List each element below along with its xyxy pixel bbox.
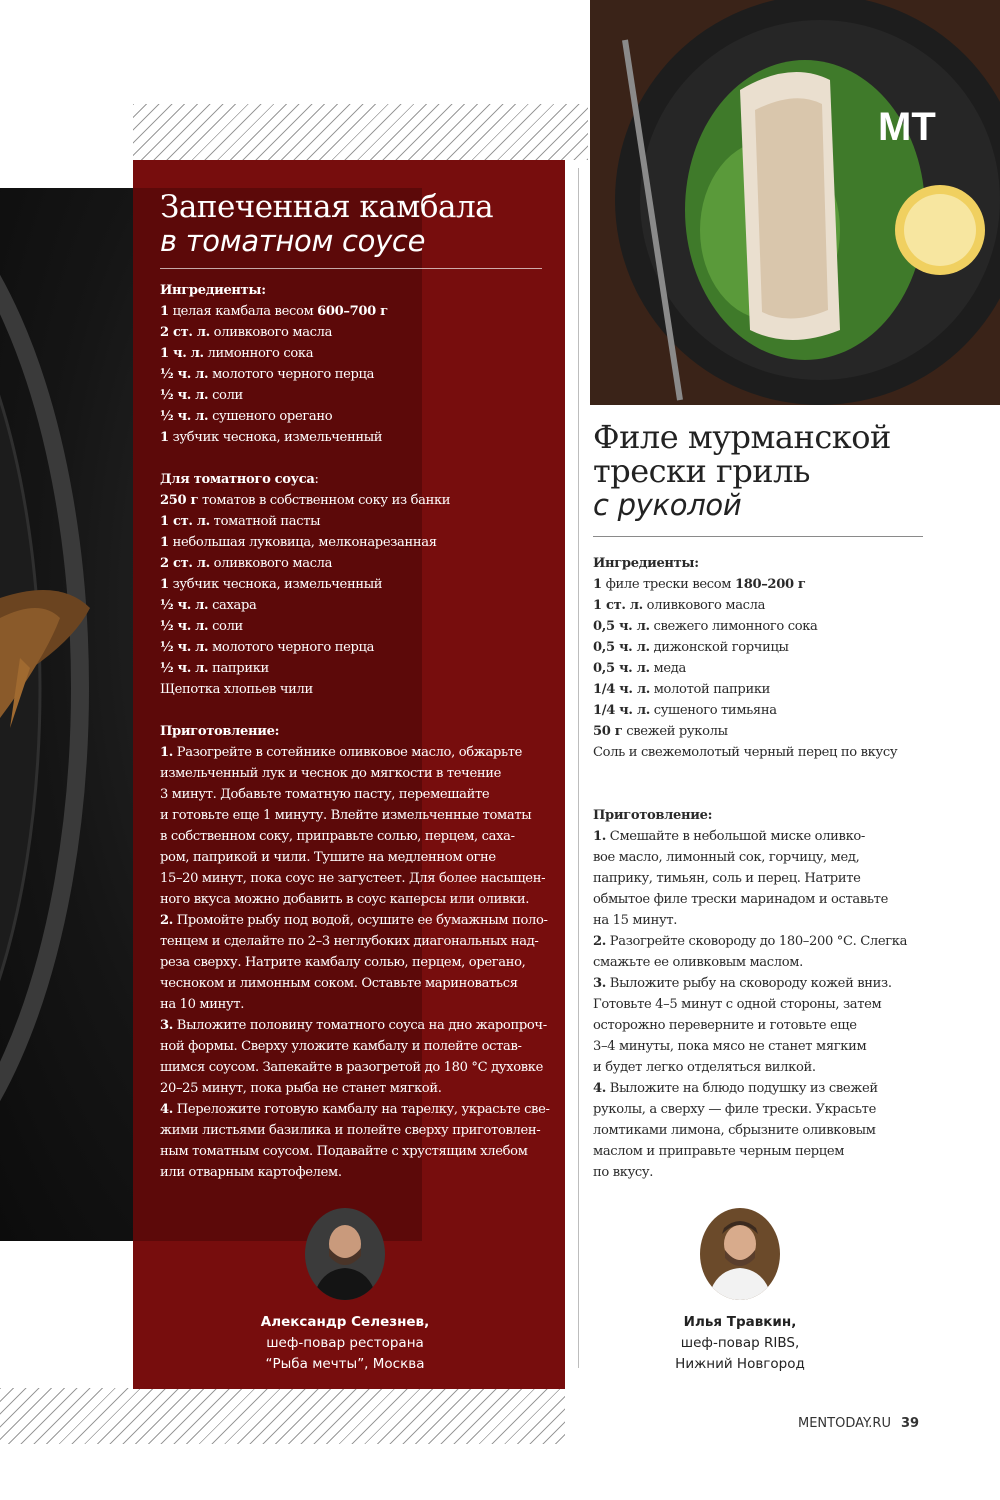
ingredient-amount: 2 ст. л. [160,325,210,340]
step-text: в собственном соку, приправьте солью, перцем, саха- [160,829,515,844]
step-text: жими листьями базилика и полейте сверху приготовлен- [160,1123,541,1138]
ingredient-amount: ½ ч. л. [160,388,209,403]
method-steps [160,742,550,1183]
method-line [160,1162,550,1183]
step-text: и готовьте еще 1 минуту. Влейте измельченные томаты [160,808,532,823]
method-line [593,1099,925,1120]
step-number: 3. [593,976,606,991]
ingredient-amount: 0,5 ч. л. [593,640,650,655]
step-text: паприку, тимьян, соль и перец. Натрите [593,871,861,886]
chef-position: шеф-повар ресторана [266,1335,424,1351]
method-line [593,973,925,994]
step-text: 15–20 минут, пока соус не загустеет. Для более насыщен- [160,871,546,886]
step-text: 20–25 минут, пока рыба не станет мягкой. [160,1081,442,1096]
ingredient-item [593,742,925,763]
ingredient-text: зубчик чеснока, измельченный [168,577,383,592]
title-divider [160,268,542,269]
step-text: Разогрейте в сотейнике оливковое масло, обжарьте [172,745,523,760]
method-line [593,847,925,868]
ingredient-item [593,658,925,679]
ingredient-item [160,427,550,448]
step-text: 3 минут. Добавьте томатную пасту, перемешайте [160,787,490,802]
ingredient-item [160,637,550,658]
method-line [160,763,550,784]
ingredient-amount: 1 [160,577,169,592]
ingredient-text: соли [208,388,243,403]
method-heading: Приготовление: [160,724,280,739]
ingredient-text: молотого черного перца [208,367,375,382]
method-line [593,1015,925,1036]
magazine-logo: MT [878,105,936,149]
flounder-recipe [160,190,550,1183]
ingredients-list [160,301,550,448]
hatch-decoration-top [133,104,588,160]
ingredient-amount: 1/4 ч. л. [593,703,650,718]
method-line [160,826,550,847]
method-line [160,784,550,805]
step-text: шимся соусом. Запекайте в разогретой до 180 °C духовке [160,1060,543,1075]
column-divider [578,168,579,1368]
method-line [160,805,550,826]
step-text: и будет легко отделяться вилкой. [593,1060,816,1075]
step-text: Смешайте в небольшой миске оливко- [605,829,866,844]
sauce-heading: Для томатного соуса: [160,472,319,487]
ingredient-text: молотого черного перца [208,640,375,655]
page-number: 39 [900,1416,920,1431]
step-text: Промойте рыбу под водой, осушите ее бумажным поло- [172,913,548,928]
cod-photo [590,0,1000,405]
recipe-title: Запеченная камбала [160,189,494,225]
ingredient-text: паприки [208,661,269,676]
step-text: руколы, а сверху — филе трески. Украсьте [593,1102,876,1117]
step-text: реза сверху. Натрите камбалу солью, перцем, орегано, [160,955,526,970]
page-footer [798,1416,919,1431]
method-line [160,1015,550,1036]
ingredient-item [593,574,925,595]
method-line [593,868,925,889]
method-line [160,973,550,994]
chef-name: Александр Селезнев, [260,1314,430,1330]
method-line [593,910,925,931]
ingredient-item [593,721,925,742]
ingredient-text: томатной пасты [209,514,321,529]
ingredient-amount: ½ ч. л. [160,409,209,424]
ingredient-text: дижонской горчицы [649,640,789,655]
hatch-decoration-bottom [0,1388,565,1444]
step-text: Выложите рыбу на сковороду кожей вниз. [605,976,892,991]
ingredient-item [160,301,550,322]
ingredient-item [160,490,550,511]
chef-position: шеф-повар RIBS, [680,1335,800,1351]
ingredient-amount: 1 [160,535,169,550]
ingredient-item [160,595,550,616]
method-line [593,1141,925,1162]
method-steps [593,826,925,1183]
step-text: осторожно переверните и готовьте еще [593,1018,857,1033]
ingredients-heading: Ингредиенты: [593,556,699,571]
site-url: MENTODAY.RU [798,1416,891,1431]
ingredient-text: сушеного орегано [208,409,333,424]
method-line [593,931,925,952]
ingredients-list [593,574,925,763]
ingredient-amount: ½ ч. л. [160,661,209,676]
method-line [160,910,550,931]
ingredient-amount: 2 ст. л. [160,556,210,571]
ingredient-text: оливкового масла [209,325,333,340]
ingredient-text: молотой паприки [649,682,771,697]
step-text: ром, паприкой и чили. Тушите на медленном огне [160,850,496,865]
ingredient-item [593,679,925,700]
step-number: 2. [160,913,173,928]
ingredient-weight: 180–200 г [734,577,806,592]
ingredient-item [593,595,925,616]
step-text: обмытое филе трески маринадом и оставьте [593,892,888,907]
step-text: Переложите готовую камбалу на тарелку, украсьте све- [172,1102,550,1117]
title-divider [593,536,923,537]
step-text: смажьте ее оливковым маслом. [593,955,803,970]
method-line [160,994,550,1015]
chef-city: Нижний Новгород [675,1356,805,1372]
chef-restaurant: “Рыба мечты”, Москва [265,1356,425,1372]
ingredient-item [593,616,925,637]
recipe-title: Филе мурманской [593,418,891,456]
method-line [160,847,550,868]
method-line [593,1120,925,1141]
step-number: 2. [593,934,606,949]
recipe-subtitle: с руколой [593,488,742,522]
ingredient-item [160,574,550,595]
step-text: ной формы. Сверху уложите камбалу и полейте остав- [160,1039,522,1054]
ingredient-amount: ½ ч. л. [160,640,209,655]
ingredient-amount: 1 ч. л. [160,346,204,361]
step-text: ного вкуса можно добавить в соус каперсы или оливки. [160,892,530,907]
ingredient-text: соли [208,619,243,634]
step-number: 4. [593,1081,606,1096]
ingredient-item [160,658,550,679]
chef-avatar [700,1208,780,1300]
ingredient-amount: 0,5 ч. л. [593,619,650,634]
ingredient-text: сахара [208,598,257,613]
method-line [160,889,550,910]
ingredient-item [160,679,550,700]
step-number: 4. [160,1102,173,1117]
method-line [593,1036,925,1057]
method-line [593,826,925,847]
step-text: Разогрейте сковороду до 180–200 °С. Слегка [605,934,908,949]
method-line [160,1057,550,1078]
ingredient-amount: 250 г [160,493,199,508]
method-line [160,1120,550,1141]
ingredient-item [160,511,550,532]
ingredient-weight: 600–700 г [317,304,388,319]
ingredient-item [593,637,925,658]
ingredient-text: сушеного тимьяна [649,703,777,718]
step-number: 3. [160,1018,173,1033]
ingredient-text: Щепотка хлопьев чили [160,682,313,697]
method-line [593,1057,925,1078]
method-line [160,868,550,889]
step-text: Выложите на блюдо подушку из свежей [605,1081,878,1096]
ingredient-amount: 1 [160,304,169,319]
ingredient-text: Соль и свежемолотый черный перец по вкусу [593,745,898,760]
step-text: измельченный лук и чеснок до мягкости в течение [160,766,502,781]
ingredient-text: зубчик чеснока, измельченный [168,430,383,445]
method-line [593,952,925,973]
ingredient-text: оливкового масла [209,556,333,571]
ingredient-item [160,385,550,406]
step-text: 3–4 минуты, пока мясо не станет мягким [593,1039,867,1054]
step-text: чесноком и лимонным соком. Оставьте мариноваться [160,976,518,991]
step-text: маслом и приправьте черным перцем [593,1144,845,1159]
ingredient-amount: ½ ч. л. [160,619,209,634]
step-text: по вкусу. [593,1165,654,1180]
ingredient-amount: 1 [593,577,602,592]
method-line [160,952,550,973]
recipe-subtitle: в томатном соусе [160,224,426,258]
sauce-ingredients-list [160,490,550,700]
step-text: или отварным картофелем. [160,1165,342,1180]
step-text: на 15 минут. [593,913,678,928]
step-number: 1. [593,829,606,844]
ingredient-text: лимонного сока [203,346,314,361]
method-line [593,1078,925,1099]
ingredient-text: небольшая луковица, мелконарезанная [168,535,437,550]
ingredient-item [160,532,550,553]
ingredient-item [160,364,550,385]
step-text: ломтиками лимона, сбрызните оливковым [593,1123,876,1138]
recipe-title-line2: трески гриль [593,452,810,490]
step-text: вое масло, лимонный сок, горчицу, мед, [593,850,860,865]
step-text: Выложите половину томатного соуса на дно жаропроч- [172,1018,547,1033]
ingredient-text: меда [649,661,686,676]
ingredient-text: томатов в собственном соку из банки [198,493,451,508]
chef-credit-right [640,1208,840,1375]
ingredient-text: свежего лимонного сока [649,619,818,634]
ingredient-amount: ½ ч. л. [160,598,209,613]
ingredients-heading: Ингредиенты: [160,283,266,298]
ingredient-amount: 1 ст. л. [160,514,210,529]
step-number: 1. [160,745,173,760]
ingredient-text: целая камбала весом [168,304,318,319]
method-line [160,1036,550,1057]
ingredient-text: филе трески весом [601,577,735,592]
method-line [593,994,925,1015]
ingredient-item [160,406,550,427]
ingredient-amount: 1 ст. л. [593,598,643,613]
ingredient-amount: ½ ч. л. [160,367,209,382]
cod-recipe [593,420,925,1183]
chef-name: Илья Травкин, [683,1314,797,1330]
step-text: Готовьте 4–5 минут с одной стороны, затем [593,997,882,1012]
ingredient-amount: 50 г [593,724,623,739]
ingredient-amount: 1/4 ч. л. [593,682,650,697]
method-line [160,1141,550,1162]
ingredient-item [160,553,550,574]
ingredient-text: оливкового масла [642,598,766,613]
method-line [593,1162,925,1183]
ingredient-item [593,700,925,721]
method-line [593,889,925,910]
chef-avatar [305,1208,385,1300]
method-line [160,1099,550,1120]
ingredient-item [160,616,550,637]
step-text: тенцем и сделайте по 2–3 неглубоких диагональных над- [160,934,539,949]
method-heading: Приготовление: [593,808,713,823]
ingredient-amount: 1 [160,430,169,445]
ingredient-item [160,343,550,364]
method-line [160,931,550,952]
ingredient-text: свежей руколы [622,724,728,739]
method-line [160,1078,550,1099]
ingredient-amount: 0,5 ч. л. [593,661,650,676]
chef-credit-left [245,1208,445,1375]
ingredient-item [160,322,550,343]
method-line [160,742,550,763]
step-text: ным томатным соусом. Подавайте с хрустящим хлебом [160,1144,528,1159]
step-text: на 10 минут. [160,997,245,1012]
